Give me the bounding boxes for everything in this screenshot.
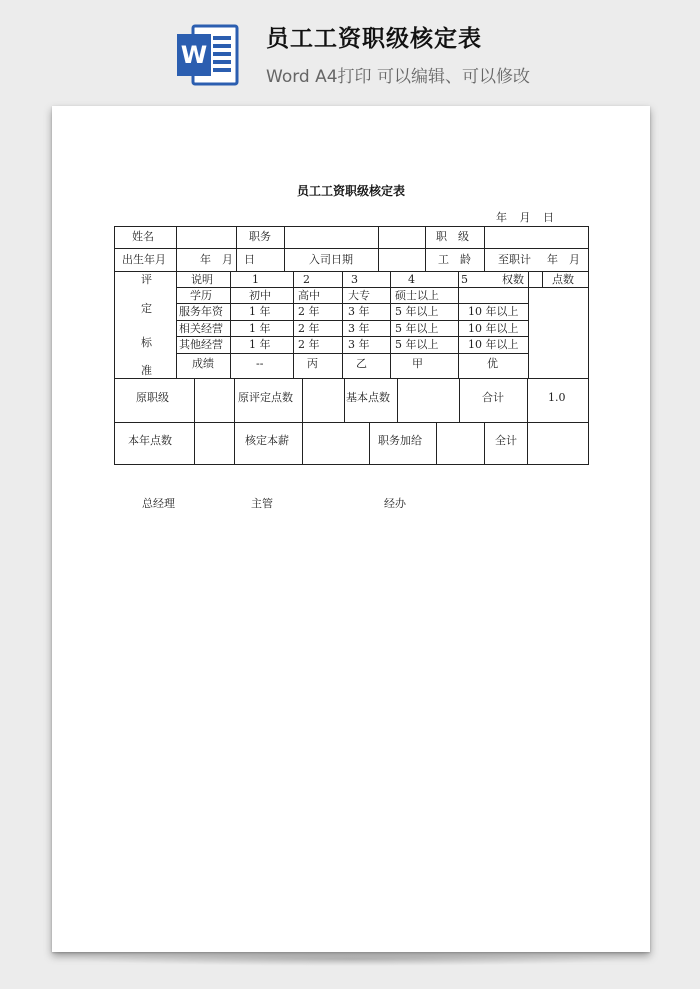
table-grid-line [114, 248, 589, 249]
page-title: 员工工资职级核定表 [266, 26, 482, 52]
year-points-label: 本年点数 [128, 434, 172, 447]
grand-total-label: 全计 [495, 434, 517, 447]
criteria-row-value: 5 年以上 [395, 322, 439, 335]
criteria-label-char: 准 [141, 364, 152, 377]
criteria-row-value: 3 年 [348, 305, 370, 318]
position-label: 职务 [249, 230, 271, 243]
table-grid-line [194, 422, 195, 465]
criteria-row-value: 2 年 [298, 322, 320, 335]
table-grid-line [342, 271, 343, 379]
criteria-row-label: 其他经营 [179, 338, 223, 351]
table-grid-line [378, 226, 379, 249]
table-grid-line [344, 378, 345, 423]
criteria-row-value: 10 年以上 [468, 305, 519, 318]
table-grid-line [527, 422, 528, 465]
criteria-row-value: 1 年 [249, 338, 271, 351]
total-label: 合计 [482, 391, 504, 404]
table-grid-line [293, 271, 294, 379]
criteria-row-value: 硕士以上 [395, 289, 439, 302]
table-grid-line [542, 271, 543, 288]
table-grid-line [176, 271, 177, 379]
signature-handler: 经办 [384, 497, 406, 510]
birth-label: 出生年月 [122, 253, 166, 266]
name-label: 姓名 [132, 230, 154, 243]
table-grid-line [114, 378, 589, 379]
document-title: 员工工资职级核定表 [296, 184, 405, 198]
criteria-row-value: 3 年 [348, 338, 370, 351]
criteria-row-value: 10 年以上 [468, 322, 519, 335]
criteria-header-cell: 3 [351, 273, 358, 286]
table-grid-line [378, 248, 379, 272]
table-grid-line [194, 378, 195, 423]
criteria-row-value: -- [256, 357, 264, 370]
grade-label: 职 级 [436, 230, 469, 243]
table-grid-line [528, 271, 529, 379]
table-grid-line [397, 378, 398, 423]
table-grid-line [176, 303, 529, 304]
position-bonus-label: 职务加给 [378, 434, 422, 447]
table-grid-line [284, 226, 285, 249]
table-grid-line [425, 248, 426, 272]
criteria-label-char: 标 [141, 336, 152, 349]
table-grid-line [588, 226, 589, 465]
table-grid-line [114, 226, 589, 227]
criteria-row-value: 10 年以上 [468, 338, 519, 351]
criteria-label-char: 评 [141, 273, 152, 286]
criteria-row-value: 优 [487, 357, 498, 370]
to-position-label: 至职计 [498, 253, 531, 266]
criteria-row-value: 乙 [356, 357, 367, 370]
criteria-header-cell: 权数 [502, 273, 524, 286]
criteria-row-value: 5 年以上 [395, 305, 439, 318]
table-grid-line [369, 422, 370, 465]
seniority-label: 工 龄 [438, 253, 471, 266]
table-grid-line [284, 248, 285, 272]
page-shadow [70, 952, 632, 966]
birth-value: 年 月 日 [200, 253, 255, 266]
table-grid-line [114, 422, 589, 423]
to-position-value: 年 月 [547, 253, 580, 266]
table-grid-line [114, 464, 589, 465]
table-grid-line [230, 271, 231, 379]
approved-salary-label: 核定本薪 [245, 434, 289, 447]
page-subtitle: Word A4打印 可以编辑、可以修改 [266, 67, 530, 87]
criteria-header-cell: 说明 [191, 273, 213, 286]
table-grid-line [527, 378, 528, 423]
table-grid-line [425, 226, 426, 249]
table-grid-line [236, 226, 237, 249]
table-grid-line [114, 226, 115, 465]
table-grid-line [234, 422, 235, 465]
table-grid-line [390, 271, 391, 379]
header [0, 0, 700, 100]
criteria-row-label: 相关经营 [179, 322, 223, 335]
criteria-row-label: 学历 [190, 289, 212, 302]
total-value: 1.0 [548, 391, 566, 404]
criteria-header-cell: 5 [461, 273, 468, 286]
table-grid-line [234, 378, 235, 423]
word-doc-icon [175, 22, 241, 88]
table-grid-line [459, 378, 460, 423]
criteria-row-value: 5 年以上 [395, 338, 439, 351]
table-grid-line [458, 271, 459, 379]
criteria-row-value: 大专 [348, 289, 370, 302]
criteria-row-value: 1 年 [249, 322, 271, 335]
table-grid-line [176, 353, 529, 354]
criteria-row-value: 3 年 [348, 322, 370, 335]
criteria-row-value: 高中 [298, 289, 320, 302]
table-grid-line [176, 320, 529, 321]
original-grade-label: 原职级 [136, 391, 169, 404]
signature-general-manager: 总经理 [142, 497, 175, 510]
table-grid-line [176, 336, 529, 337]
original-points-label: 原评定点数 [238, 391, 293, 404]
criteria-header-cell: 点数 [552, 273, 574, 286]
table-grid-line [484, 248, 485, 272]
table-grid-line [176, 226, 177, 249]
entry-date-label: 入司日期 [309, 253, 353, 266]
criteria-row-value: 2 年 [298, 338, 320, 351]
table-grid-line [302, 378, 303, 423]
table-grid-line [436, 422, 437, 465]
table-grid-line [302, 422, 303, 465]
criteria-row-label: 成绩 [192, 357, 214, 370]
criteria-label-char: 定 [141, 302, 152, 315]
criteria-row-value: 甲 [412, 357, 423, 370]
criteria-row-value: 丙 [307, 357, 318, 370]
criteria-header-cell: 1 [252, 273, 259, 286]
svg-text:W: W [180, 41, 208, 69]
table-grid-line [484, 422, 485, 465]
criteria-row-value: 1 年 [249, 305, 271, 318]
criteria-header-cell: 2 [303, 273, 310, 286]
date-line: 年 月 日 [496, 211, 554, 224]
table-grid-line [484, 226, 485, 249]
table-grid-line [114, 271, 589, 272]
signature-supervisor: 主管 [251, 497, 273, 510]
criteria-row-value: 初中 [249, 289, 271, 302]
criteria-header-cell: 4 [408, 273, 415, 286]
table-grid-line [176, 248, 177, 272]
criteria-row-label: 服务年资 [179, 305, 223, 318]
criteria-row-value: 2 年 [298, 305, 320, 318]
document-page [52, 106, 650, 952]
base-points-label: 基本点数 [346, 391, 390, 404]
